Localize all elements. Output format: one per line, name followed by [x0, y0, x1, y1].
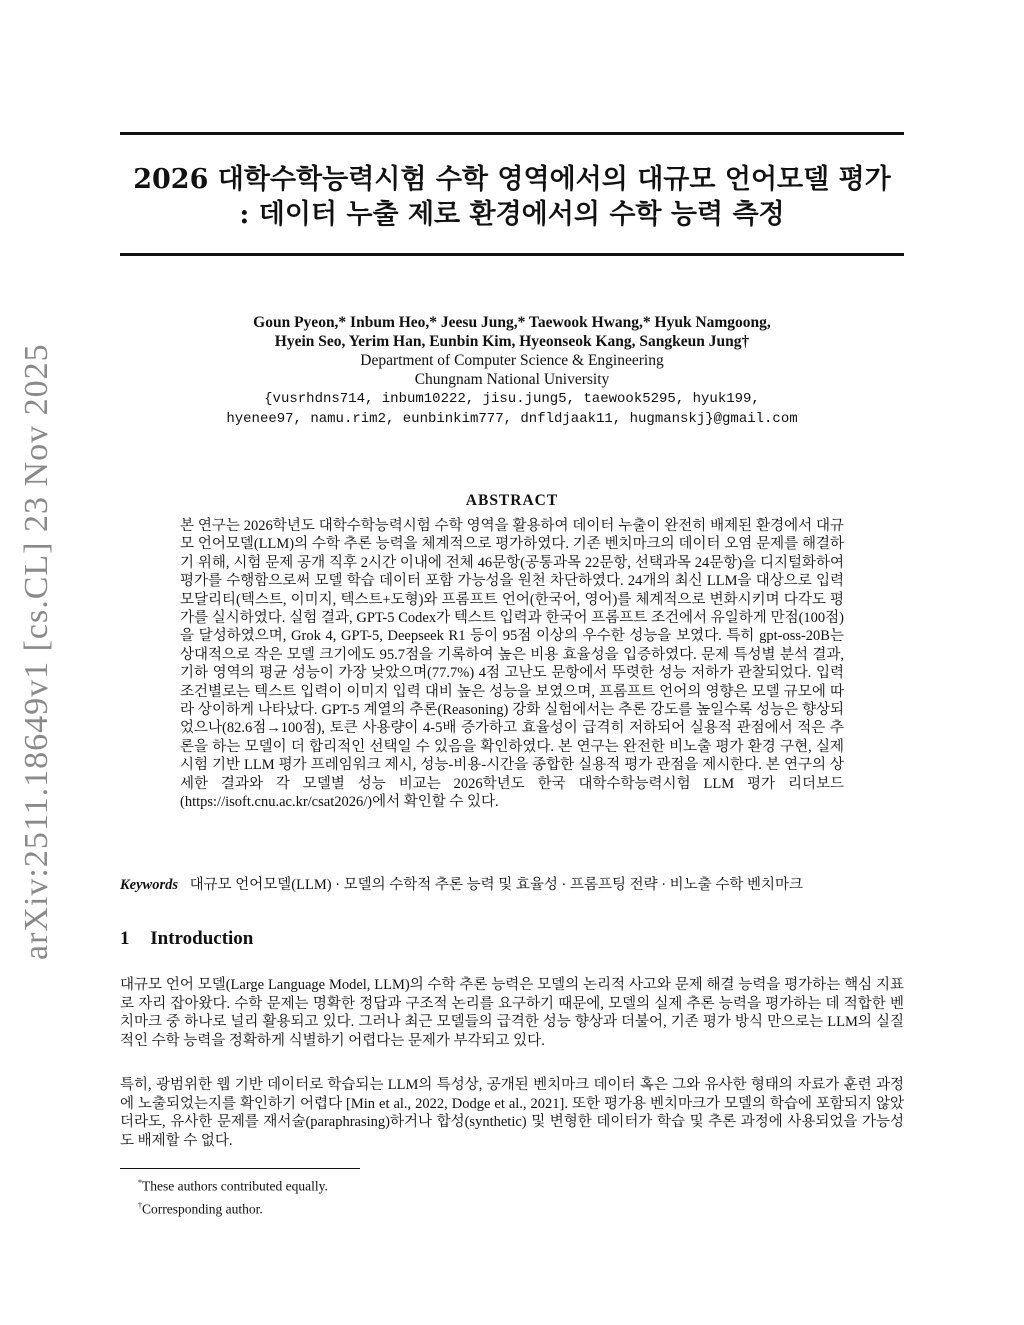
- title-bottom-rule: [120, 253, 904, 256]
- author-department: Department of Computer Science & Engineering: [360, 352, 664, 369]
- footnote-2-marker: †: [138, 1200, 142, 1210]
- section-number: 1: [120, 928, 130, 949]
- keywords-line: [120, 876, 904, 894]
- footnote-2-text: Corresponding author.: [142, 1201, 263, 1216]
- author-block: [120, 313, 904, 429]
- footnotes: [138, 1173, 328, 1218]
- title-line-1: 2026 대학수학능력시험 수학 영역에서의 대규모 언어모델 평가: [133, 164, 891, 195]
- author-names-line-2: Hyein Seo, Yerim Han, Eunbin Kim, Hyeonseok Kang, Sangkeun Jung†: [274, 333, 750, 350]
- footnote-1-marker: *: [138, 1178, 142, 1187]
- intro-paragraph-1: 대규모 언어 모델(Large Language Model, LLM)의 수학 추론 능력은 모델의 논리적 사고와 문제 해결 능력을 평가하는 핵심 지표로 자리 잡아왔다. 수학 문제는 명확한 정답과 구조적 논리를 요구하기 때문에, 모델의 실제 추론 능력을 평가하는 데 적합한 벤치마크 중 하나로 널리 활용되고 있다. 그러나 최근 모델들의 급격한 성능 향상과 더불어, 기존 평가 방식 만으로는 LLM의 실질적인 수학 능력을 정확하게 식별하기 어렵다는 문제가 부각되고 있다.: [120, 977, 904, 1049]
- footnote-1-text: These authors contributed equally.: [142, 1178, 328, 1194]
- author-emails-line-1: {vusrhdns714, inbum10222, jisu.jung5, taewook5295, hyuk199,: [264, 391, 760, 407]
- author-names-line-1: Goun Pyeon,* Inbum Heo,* Jeesu Jung,* Taewook Hwang,* Hyuk Namgoong,: [253, 314, 771, 331]
- section-title: Introduction: [150, 928, 254, 949]
- abstract-heading: ABSTRACT: [465, 492, 559, 509]
- intro-paragraph-2: 특히, 광범위한 웹 기반 데이터로 학습되는 LLM의 특성상, 공개된 벤치마크 데이터 혹은 그와 유사한 형태의 자료가 훈련 과정에 노출되었는지를 확인하기 어렵다 [Min et al., 2022, Dodge et al., 2021]. 또한 평가용 벤치마크가 모델의 학습에 포함되지 않았더라도, 유사한 문제를 재서술(paraphrasing)하거나 합성(synthetic) 및 변형한 데이터가 학습 및 추론 과정에 사용되었을 가능성도 배제할 수 없다.: [120, 1077, 904, 1149]
- title-line-2: : 데이터 누출 제로 환경에서의 수학 능력 측정: [239, 199, 785, 230]
- footnote-2: [138, 1196, 328, 1219]
- arxiv-identifier: arXiv:2511.18649v1 [cs.CL] 23 Nov 2025: [18, 343, 55, 960]
- abstract-text: 본 연구는 2026학년도 대학수학능력시험 수학 영역을 활용하여 데이터 누출이 완전히 배제된 환경에서 대규모 언어모델(LLM)의 수학 추론 능력을 체계적으로 평가하였다. 기존 벤치마크의 데이터 오염 문제를 해결하기 위해, 시험 문제 공개 직후 2시간 이내에 전체 46문항(공통과목 22문항, 선택과목 24문항)을 디지털화하여 평가를 수행함으로써 모델 학습 데이터 포함 가능성을 원천 차단하였다. 24개의 최신 LLM을 대상으로 입력 모달리티(텍스트, 이미지, 텍스트+도형)와 프롬프트 언어(한국어, 영어)를 체계적으로 변화시키며 다각도 평가를 실시하였다. 실험 결과, GPT-5 Codex가 텍스트 입력과 한국어 프롬프트 조건에서 유일하게 만점(100점)을 달성하였으며, Grok 4, GPT-5, Deepseek R1 등이 95점 이상의 우수한 성능을 보였다. 특히 gpt-oss-20B는 상대적으로 작은 모델 크기에도 95.7점을 기록하여 높은 비용 효율성을 입증하였다. 문제 특성별 분석 결과, 기하 영역의 평균 성능이 가장 낮았으며(77.7%) 4점 고난도 문항에서 뚜렷한 성능 저하가 관찰되었다. 입력 조건별로는 텍스트 입력이 이미지 입력 대비 높은 성능을 보였으며, 프롬프트 언어의 영향은 모델 규모에 따라 상이하게 나타났다. GPT-5 계열의 추론(Reasoning) 강화 실험에서는 추론 강도를 높일수록 성능은 향상되었으나(82.6점→100점), 토큰 사용량이 4-5배 증가하고 효율성이 급격히 저하되어 실용적 관점에서 적은 추론을 하는 모델이 더 합리적인 선택일 수 있음을 확인하였다. 본 연구는 완전한 비노출 평가 환경 구현, 실제 시험 기반 LLM 평가 프레임워크 제시, 성능-비용-시간을 종합한 실용적 평가 관점을 제시한다. 본 연구의 상세한 결과와 각 모델별 성능 비교는 2026학년도 한국 대학수학능력시험 LLM 평가 리더보드(https://isoft.cnu.ac.kr/csat2026/)에서 확인할 수 있다.: [180, 518, 844, 811]
- keywords-label: Keywords: [120, 877, 178, 893]
- keywords-text: 대규모 언어모델(LLM) · 모델의 수학적 추론 능력 및 효율성 · 프롬프팅 전략 · 비노출 수학 벤치마크: [189, 877, 803, 893]
- footnote-rule: [120, 1168, 360, 1169]
- section-heading-introduction: [120, 928, 253, 950]
- title-top-rule: [120, 132, 904, 135]
- author-university: Chungnam National University: [414, 371, 610, 388]
- paper-title: [120, 162, 904, 232]
- author-emails-line-2: hyenee97, namu.rim2, eunbinkim777, dnfldjaak11, hugmanskj}@gmail.com: [226, 411, 798, 427]
- footnote-1: [138, 1173, 328, 1196]
